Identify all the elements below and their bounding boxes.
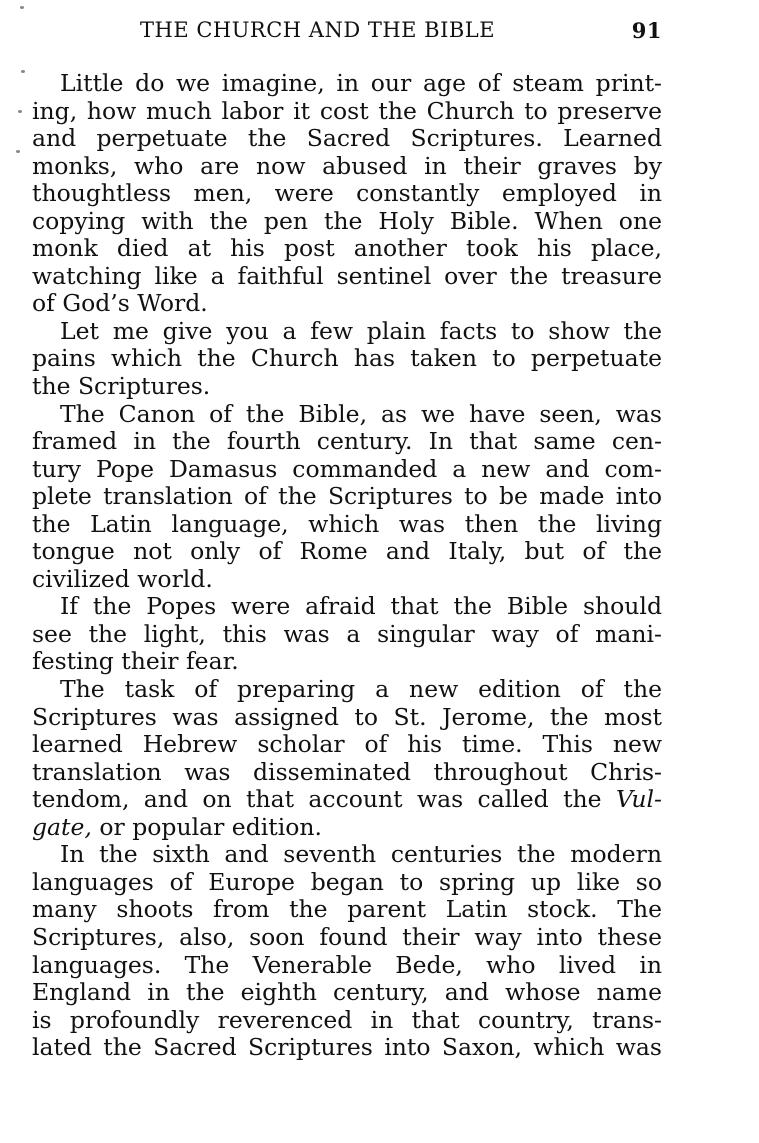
- text-line: monks, who are now abused in their graves by: [32, 151, 662, 180]
- text-line: In the sixth and seventh centuries the modern: [60, 840, 662, 869]
- running-head: [34, 18, 664, 48]
- text-line: If the Popes were afraid that the Bible should: [60, 592, 662, 621]
- text-line: Let me give you a few plain facts to show the: [60, 316, 662, 345]
- text-line: Scriptures, also, soon found their way into these: [32, 922, 662, 951]
- text-segment: or popular edition.: [99, 812, 322, 841]
- text-line: lated the Sacred Scriptures into Saxon, which was: [32, 1033, 662, 1062]
- italic-word: Vul-: [615, 785, 662, 814]
- text-line: of God’s Word.: [32, 289, 208, 318]
- running-head-title: THE CHURCH AND THE BIBLE: [140, 18, 496, 42]
- text-line: ing, how much labor it cost the Church to preserve: [32, 96, 662, 125]
- text-line: thoughtless men, were constantly employed in: [32, 179, 662, 208]
- text-line: Little do we imagine, in our age of steam print-: [60, 69, 662, 97]
- page-number: 91: [631, 18, 662, 43]
- text-line: copying with the pen the Holy Bible. When one: [32, 206, 662, 235]
- italic-word: gate,: [32, 812, 92, 841]
- text-line: the Scriptures.: [32, 372, 211, 401]
- text-line: languages. The Venerable Bede, who lived in: [32, 950, 662, 979]
- text-line: languages of Europe began to spring up like so: [32, 867, 662, 896]
- text-line: is profoundly reverenced in that country, trans-: [32, 1005, 662, 1034]
- text-line: Scriptures was assigned to St. Jerome, the most: [32, 702, 662, 731]
- text-line: pains which the Church has taken to perpetuate: [32, 344, 662, 373]
- binding-edge-marks: [0, 0, 30, 260]
- speck: [21, 70, 25, 73]
- text-line: the Latin language, which was then the living: [32, 509, 662, 538]
- text-line: many shoots from the parent Latin stock. The: [32, 895, 662, 924]
- text-line-with-italic: [32, 786, 662, 814]
- text-line: see the light, this was a singular way of mani-: [32, 619, 662, 648]
- text-line: plete translation of the Scriptures to be made into: [32, 482, 662, 511]
- text-line: civilized world.: [32, 564, 213, 593]
- text-line: The task of preparing a new edition of the: [60, 675, 662, 704]
- text-line: England in the eighth century, and whose name: [32, 978, 662, 1007]
- body-text: [32, 70, 662, 1062]
- text-line: framed in the fourth century. In that same cen-: [32, 427, 662, 456]
- text-line: learned Hebrew scholar of his time. This new: [32, 730, 662, 759]
- speck: [18, 110, 22, 113]
- text-line: monk died at his post another took his place,: [32, 234, 662, 263]
- text-line: tury Pope Damasus commanded a new and com-: [32, 454, 662, 483]
- text-line: festing their fear.: [32, 647, 239, 676]
- text-line: The Canon of the Bible, as we have seen, was: [60, 399, 662, 428]
- text-line: tongue not only of Rome and Italy, but of the: [32, 537, 662, 566]
- text-line: and perpetuate the Sacred Scriptures. Learned: [32, 124, 662, 153]
- speck: [20, 6, 24, 9]
- text-line-with-italic: [32, 814, 662, 842]
- speck: [16, 150, 20, 153]
- text-segment: tendom, and on that account was called the: [32, 785, 602, 814]
- text-line: watching like a faithful sentinel over the treasure: [32, 261, 662, 290]
- text-line: translation was disseminated throughout Chris-: [32, 757, 662, 786]
